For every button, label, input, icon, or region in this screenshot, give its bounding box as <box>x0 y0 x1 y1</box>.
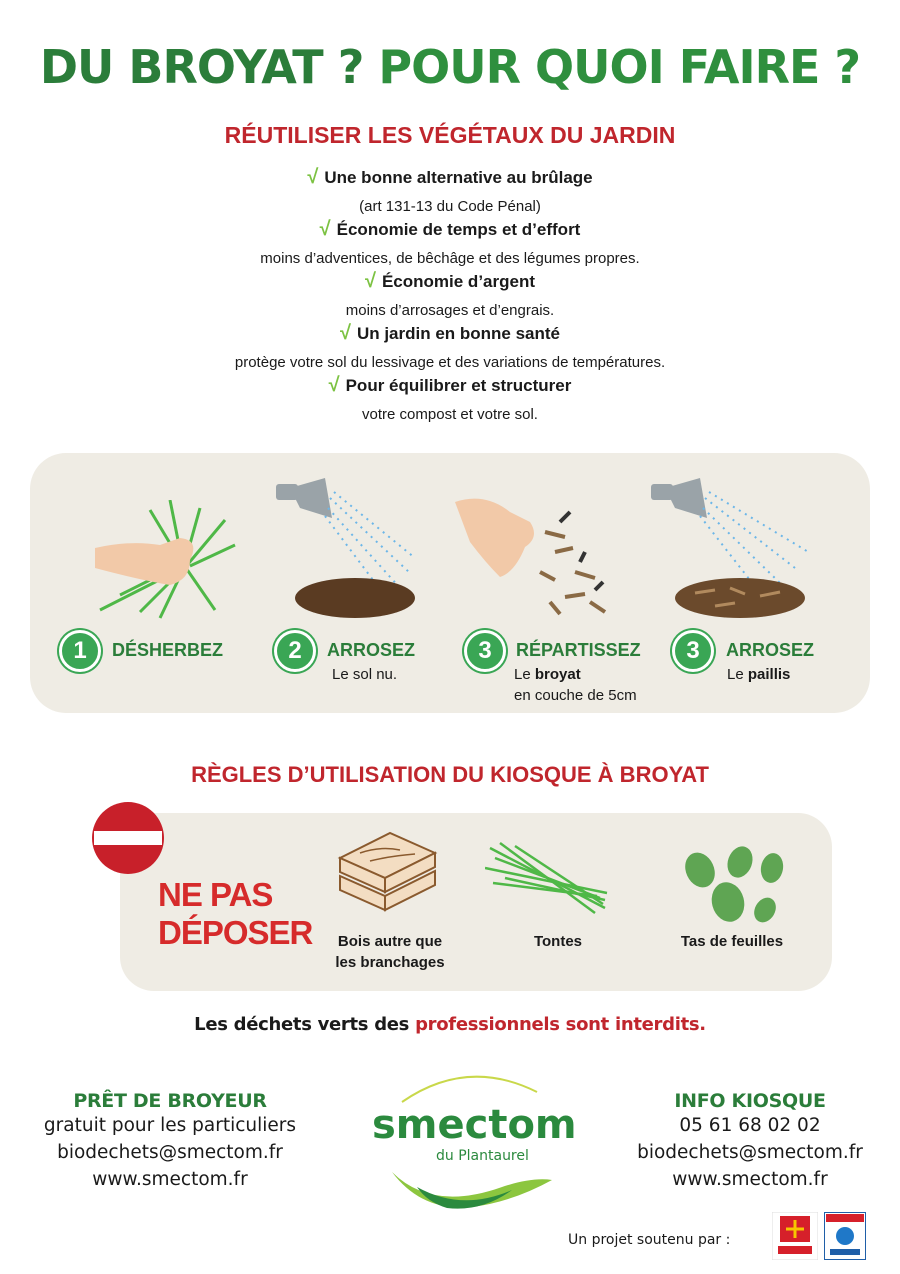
logo-text: smectom <box>372 1102 577 1148</box>
forbidden-label: NE PAS DÉPOSER <box>158 876 313 951</box>
benefit-title: Un jardin en bonne santé <box>356 324 561 343</box>
benefit-desc: moins d’arrosages et d’engrais. <box>345 302 555 319</box>
watering-mulch-icon <box>645 478 825 623</box>
step-desc: Le sol nu. <box>332 666 398 683</box>
watering-soil-icon <box>270 478 420 623</box>
step-number-badge: 1 <box>59 630 101 672</box>
check-icon: √ <box>328 374 340 396</box>
benefit-title: Économie d’argent <box>381 272 535 291</box>
benefit-desc: (art 131-13 du Code Pénal) <box>359 198 541 215</box>
support-text: Un projet soutenu par : <box>568 1232 731 1248</box>
website-link[interactable]: www.smectom.fr <box>672 1169 828 1190</box>
benefit-title: Économie de temps et d’effort <box>336 220 581 239</box>
hand-broyat-icon <box>455 482 620 622</box>
broyeur-info <box>20 1090 320 1193</box>
wood-planks-icon <box>330 828 440 923</box>
region-occitanie-logo <box>772 1212 818 1260</box>
title-part2: POUR QUOI FAIRE ? <box>378 40 861 94</box>
logo-subtext: du Plantaurel <box>436 1148 529 1164</box>
section-subtitle: RÉUTILISER LES VÉGÉTAUX DU JARDIN <box>224 122 676 148</box>
benefit-desc: votre compost et votre sol. <box>362 406 538 423</box>
title-part1: DU BROYAT ? <box>39 40 379 94</box>
check-icon: √ <box>364 270 376 292</box>
benefit-desc: protège votre sol du lessivage et des variations de températures. <box>234 354 666 371</box>
no-entry-icon <box>90 800 166 876</box>
step-number-badge: 2 <box>274 630 316 672</box>
phone-number[interactable]: 05 61 68 02 02 <box>679 1115 821 1136</box>
benefit-item <box>0 270 900 319</box>
rule-item-label: Bois autre que les branchages <box>335 933 445 971</box>
email-link[interactable]: biodechets@smectom.fr <box>57 1142 283 1163</box>
step-title: DÉSHERBEZ <box>112 640 224 660</box>
step-number-badge: 3 <box>464 630 506 672</box>
check-icon: √ <box>307 166 319 188</box>
broyeur-title: PRÊT DE BROYEUR <box>73 1090 267 1112</box>
benefit-title: Pour équilibrer et structurer <box>345 376 572 395</box>
benefit-desc: moins d’adventices, de bêchâge et des légumes propres. <box>260 250 640 267</box>
benefit-item <box>0 322 900 371</box>
website-link[interactable]: www.smectom.fr <box>92 1169 248 1190</box>
step-title: ARROSEZ <box>726 640 815 660</box>
benefit-item <box>0 166 900 215</box>
kiosque-title: INFO KIOSQUE <box>674 1090 826 1112</box>
rule-item-label: Tontes <box>533 933 583 950</box>
step-title: RÉPARTISSEZ <box>516 640 641 660</box>
check-icon: √ <box>319 218 331 240</box>
step-title: ARROSEZ <box>327 640 416 660</box>
kiosque-info <box>600 1090 900 1193</box>
rule-item-label: Tas de feuilles <box>680 933 784 950</box>
benefit-title: Une bonne alternative au brûlage <box>324 168 593 187</box>
leaves-icon <box>680 840 790 930</box>
hand-weeds-icon <box>90 500 250 620</box>
step-number-badge: 3 <box>672 630 714 672</box>
step-desc: Le broyat en couche de 5cm <box>514 666 637 704</box>
grass-clippings-icon <box>485 838 610 918</box>
check-icon: √ <box>339 322 351 344</box>
broyeur-line: gratuit pour les particuliers <box>43 1115 297 1136</box>
professional-notice: Les déchets verts des professionnels sont interdits. <box>194 1014 706 1035</box>
ademe-logo <box>824 1212 866 1260</box>
benefit-item <box>0 374 900 423</box>
rules-title: RÈGLES D’UTILISATION DU KIOSQUE À BROYAT <box>191 762 709 787</box>
page-title <box>0 40 900 94</box>
email-link[interactable]: biodechets@smectom.fr <box>637 1142 863 1163</box>
step-desc: Le paillis <box>727 666 791 683</box>
benefit-item <box>0 218 900 267</box>
